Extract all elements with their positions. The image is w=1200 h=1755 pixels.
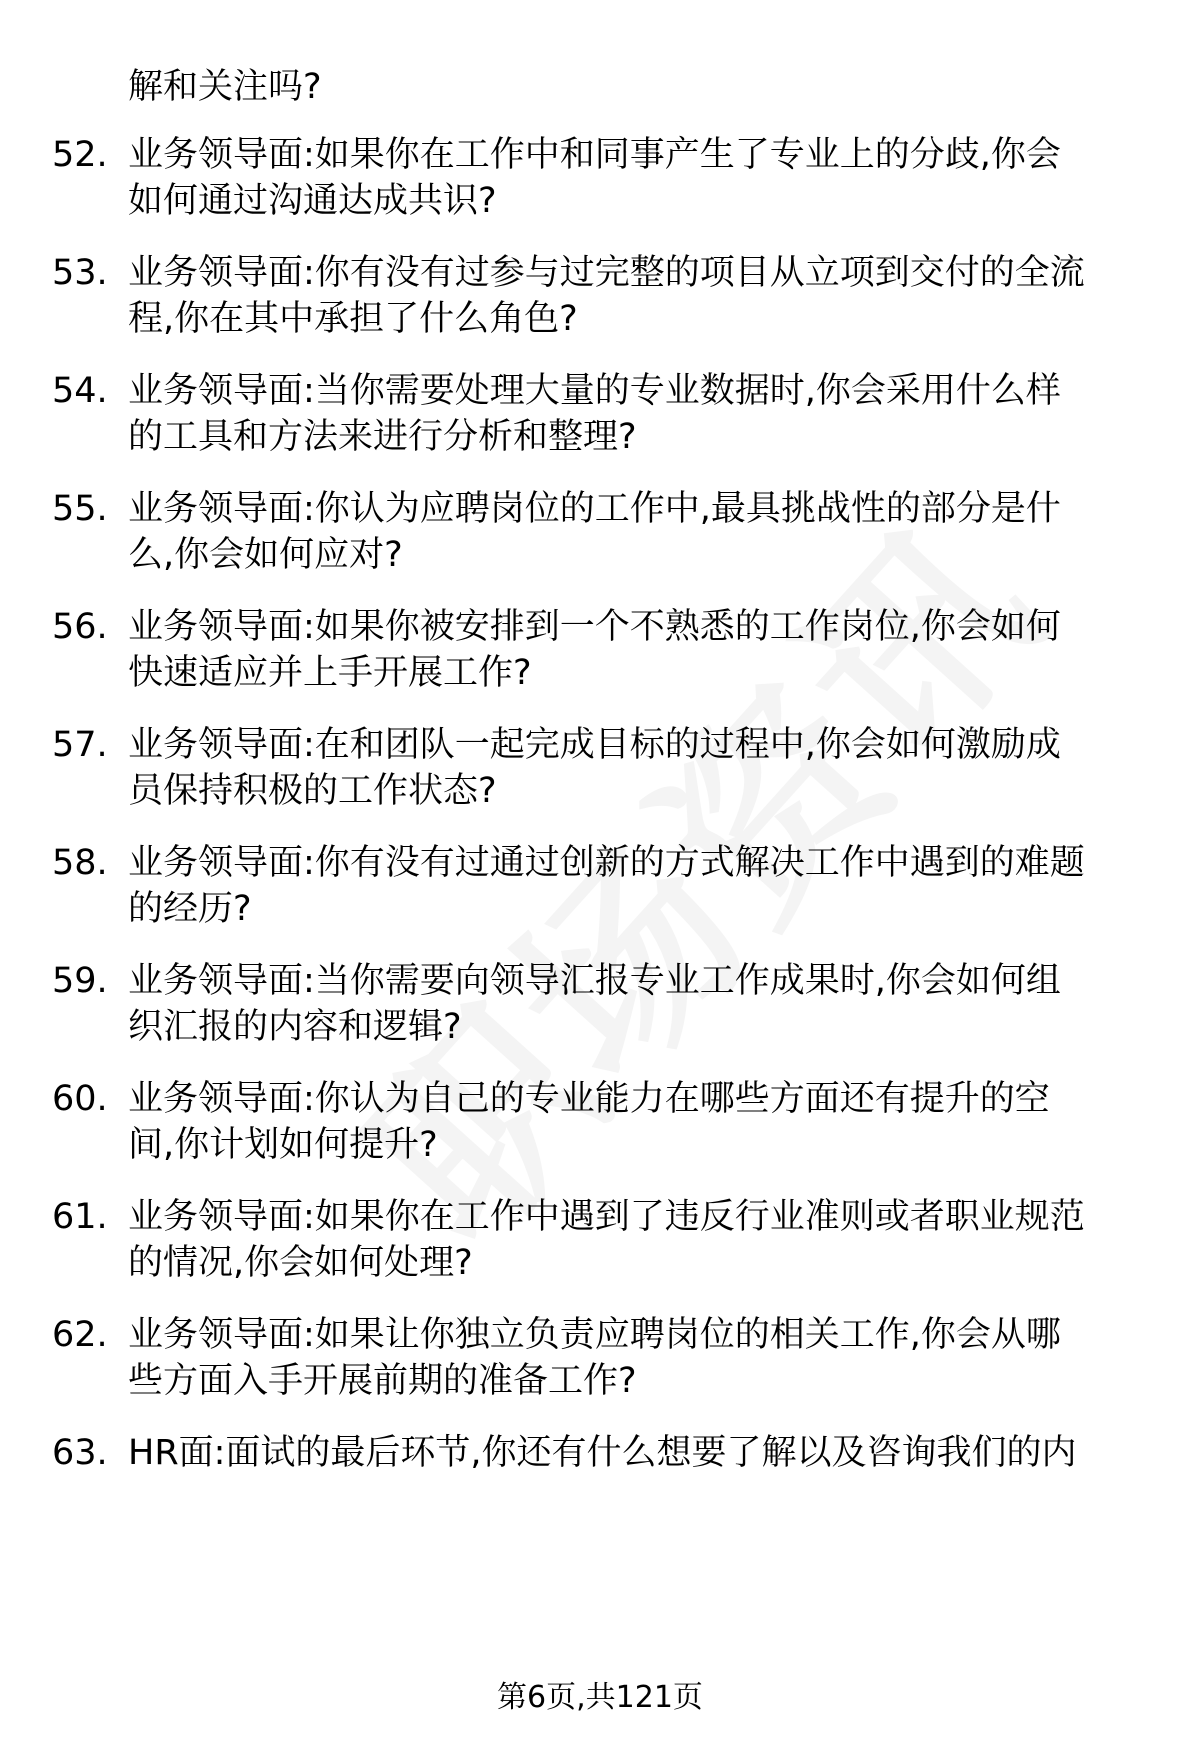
question-text-line1: 业务领导面:如果你在工作中和同事产生了专业上的分歧,你会 [128,135,1061,175]
question-text-line1: HR面:面试的最后环节,你还有什么想要了解以及咨询我们的内 [128,1433,1077,1473]
question-number: 60. [52,1079,108,1119]
question-text-line2: 快速适应并上手开展工作? [128,653,532,693]
page-footer: 第6页,共121页 [497,1680,703,1715]
question-text-line1: 业务领导面:如果让你独立负责应聘岗位的相关工作,你会从哪 [128,1315,1061,1355]
question-text-line1: 业务领导面:你有没有过通过创新的方式解决工作中遇到的难题 [128,843,1085,883]
question-number: 56. [52,607,108,647]
question-text-line2: 的情况,你会如何处理? [128,1243,473,1283]
question-text-line1: 业务领导面:你认为应聘岗位的工作中,最具挑战性的部分是什 [128,489,1061,529]
question-text-line2: 么,你会如何应对? [128,535,403,575]
question-number: 62. [52,1315,108,1355]
question-text-line2: 如何通过沟通达成共识? [128,181,497,221]
question-number: 57. [52,725,108,765]
question-number: 54. [52,371,108,411]
question-number: 59. [52,961,108,1001]
question-text-line2: 员保持积极的工作状态? [128,771,497,811]
question-text-line1: 业务领导面:在和团队一起完成目标的过程中,你会如何激励成 [128,725,1061,765]
question-text-line2: 织汇报的内容和逻辑? [128,1007,462,1047]
question-text-line2: 间,你计划如何提升? [128,1125,438,1165]
question-text-line1: 业务领导面:你认为自己的专业能力在哪些方面还有提升的空 [128,1079,1050,1119]
question-text-line2: 的经历? [128,889,252,929]
question-number: 63. [52,1433,108,1473]
question-number: 52. [52,135,108,175]
question-number: 55. [52,489,108,529]
question-text-line2: 些方面入手开展前期的准备工作? [128,1361,637,1401]
question-number: 61. [52,1197,108,1237]
question-text-line1: 业务领导面:当你需要向领导汇报专业工作成果时,你会如何组 [128,961,1061,1001]
question-text-line2: 程,你在其中承担了什么角色? [128,299,578,339]
question-continuation: 解和关注吗? [128,67,322,107]
question-text-line1: 业务领导面:你有没有过参与过完整的项目从立项到交付的全流 [128,253,1085,293]
question-number: 53. [52,253,108,293]
question-text-line1: 业务领导面:如果你在工作中遇到了违反行业准则或者职业规范 [128,1197,1085,1237]
question-number: 58. [52,843,108,883]
question-text-line1: 业务领导面:如果你被安排到一个不熟悉的工作岗位,你会如何 [128,607,1061,647]
question-text-line1: 业务领导面:当你需要处理大量的专业数据时,你会采用什么样 [128,371,1061,411]
question-text-line2: 的工具和方法来进行分析和整理? [128,417,637,457]
